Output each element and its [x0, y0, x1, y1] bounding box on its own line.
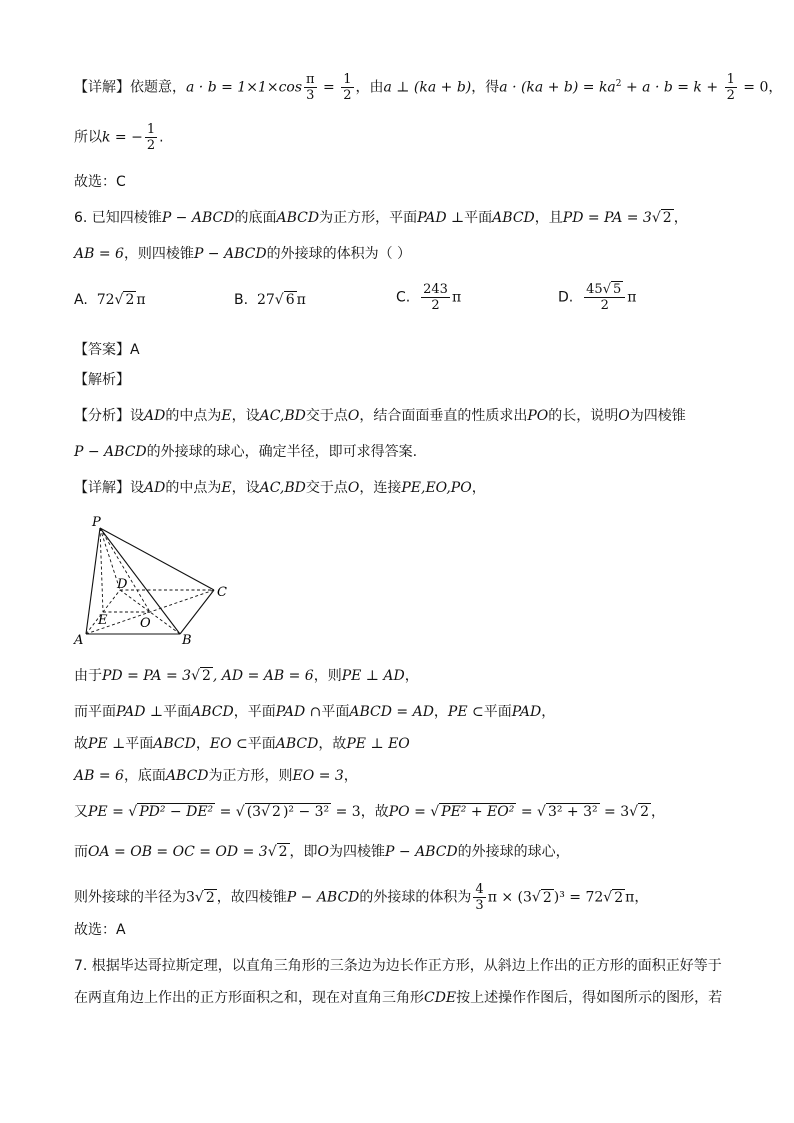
label-p: P	[92, 515, 101, 530]
radicand: 2	[662, 210, 672, 226]
pi: π	[136, 292, 146, 308]
frac-243-2	[421, 282, 450, 313]
text: ，	[433, 704, 448, 720]
text: 所以	[74, 129, 102, 146]
frac-1-2	[341, 72, 353, 103]
text: ，故	[318, 736, 347, 752]
math: ABCD	[191, 704, 234, 720]
math: PO =	[388, 804, 431, 820]
label-b: B	[182, 633, 192, 648]
radicand: 2	[278, 844, 288, 860]
text: ，即	[289, 844, 318, 860]
eq-zero: = 0	[738, 79, 769, 96]
dot-product-expr: a · b = 1×1×cos	[186, 79, 303, 96]
step1	[74, 666, 734, 686]
option-label: B.	[234, 292, 249, 308]
sqrt-sign: √	[191, 668, 200, 684]
math: O	[347, 480, 360, 496]
text: ，	[768, 79, 783, 96]
frac-num: 1	[726, 72, 735, 87]
math: ABCD	[153, 736, 196, 752]
text: 为正方形，平面	[319, 210, 418, 226]
k-expr: k = −	[102, 129, 143, 146]
frac-den: 3	[475, 898, 484, 913]
text: 的中点为	[165, 408, 222, 424]
text: ，则四棱锥	[123, 246, 194, 262]
q6-line2	[74, 244, 734, 264]
frac-45sqrt5-2	[584, 282, 625, 313]
paren-open: (3	[246, 804, 262, 820]
expand-expr: a · (ka + b) = ka	[499, 79, 616, 96]
math: OA = OB = OC = OD = 3	[88, 844, 268, 860]
text: 的底面	[234, 210, 277, 226]
frac-den: 2	[146, 138, 156, 153]
text: 按上述操作作图后，得如图所示的图形，若	[456, 990, 723, 1006]
pyramid-figure	[72, 512, 242, 648]
text: ，设	[231, 480, 260, 496]
q7-line1: 7. 根据毕达哥拉斯定理，以直角三角形的三条边为边长作正方形，从斜边上作出的正方形的面积正好等于	[74, 958, 722, 974]
text: 为四棱锥	[629, 408, 686, 424]
option-label: D.	[558, 289, 574, 306]
text: 的外接球的球心，	[457, 844, 570, 860]
frac-num: 1	[146, 122, 156, 137]
equals: =	[318, 79, 340, 96]
radicand: 3² + 3²	[547, 804, 598, 820]
radicand: 2	[272, 804, 281, 820]
step2	[74, 702, 734, 722]
math: PE ⊥ EO	[346, 736, 410, 752]
text: 平面	[163, 704, 192, 720]
math: PD = PA = 3	[102, 668, 192, 684]
frac-num: π	[306, 72, 315, 87]
step4	[74, 766, 734, 786]
text: ，	[634, 889, 649, 906]
math: 72	[96, 292, 115, 308]
math: P − ABCD	[286, 889, 360, 906]
math: = 3	[331, 804, 361, 820]
math: ABCD	[275, 736, 319, 752]
radicand: 6	[285, 292, 295, 308]
text: 又	[74, 804, 88, 820]
sqrt-sign: √	[602, 282, 611, 297]
math: PAD ⊥	[116, 704, 164, 720]
math: AB = 6	[74, 768, 124, 784]
text: 【分析】设	[74, 408, 144, 424]
text: 而	[74, 844, 88, 860]
text: ，由	[355, 79, 384, 96]
math: P − ABCD	[161, 210, 235, 226]
jiexi: 【解析】	[74, 372, 130, 388]
suoyi-line	[74, 122, 734, 153]
text: ，	[471, 480, 486, 496]
math: AD	[144, 408, 166, 424]
frac-num: 4	[475, 882, 484, 897]
math: ABCD = AD	[349, 704, 434, 720]
step5	[74, 802, 734, 822]
math: PAD	[511, 704, 542, 720]
math: O	[317, 844, 330, 860]
xiangjie-q6-line	[74, 478, 734, 498]
radicand: 2	[640, 804, 649, 820]
math: AC,BD	[259, 480, 306, 496]
math: PE =	[88, 804, 129, 820]
radicand: 2	[125, 292, 135, 308]
radicand: 2	[614, 889, 624, 906]
math: E	[221, 480, 232, 496]
frac-den: 3	[306, 88, 315, 103]
sqrt-sign: √	[629, 804, 639, 820]
sqrt-sign: √	[531, 889, 541, 906]
math: ABCD	[276, 210, 320, 226]
option-d[interactable]	[558, 282, 636, 313]
expand-expr-b: + a · b = k +	[621, 79, 723, 96]
frac-4-3	[473, 882, 485, 913]
equals: =	[516, 804, 538, 820]
sqrt-sign: √	[267, 844, 277, 860]
frac-num: 1	[343, 72, 352, 87]
text: ，且	[534, 210, 563, 226]
text: 6. 已知四棱锥	[74, 210, 162, 226]
sqrt-sign: √	[114, 292, 124, 308]
text: ，连接	[359, 480, 402, 496]
math: O	[347, 408, 360, 424]
math: PE,EO,PO	[401, 480, 472, 496]
step3	[74, 734, 734, 754]
text: ，	[404, 668, 419, 684]
radicand: 5	[612, 282, 622, 297]
text: 的长，说明	[548, 408, 619, 424]
answer: 【答案】A	[74, 342, 140, 358]
math: PAD ∩	[275, 704, 322, 720]
text: 在两直角边上作出的正方形面积之和，现在对直角三角形	[74, 990, 424, 1006]
pi: π	[451, 289, 462, 306]
text: 则外接球的半径为	[74, 889, 186, 906]
label-c: C	[217, 585, 227, 600]
label-d: D	[117, 577, 128, 592]
math: PD = PA = 3	[562, 210, 652, 226]
option-c[interactable]	[396, 282, 461, 313]
seg-pe	[100, 528, 103, 612]
label-e: E	[98, 613, 108, 628]
math: ABCD	[165, 768, 209, 784]
pi: π	[296, 292, 306, 308]
math: PE ⊥ AD	[341, 668, 405, 684]
guxuan-q5: 故选：C	[74, 174, 126, 190]
fenxi-line1	[74, 406, 734, 426]
math: AD	[144, 480, 166, 496]
text: 而平面	[74, 704, 116, 720]
text: 平面	[464, 210, 493, 226]
sqrt-sign: √	[430, 804, 440, 820]
text: 平面	[321, 704, 350, 720]
sqrt-sign: √	[274, 292, 284, 308]
math: P − ABCD	[385, 844, 458, 860]
math: 3	[186, 889, 195, 906]
radicand-group	[245, 803, 331, 820]
math: EO = 3	[292, 768, 344, 784]
text: ，	[343, 768, 358, 784]
sqrt-sign: √	[235, 804, 245, 820]
sqrt-sign: √	[651, 210, 661, 226]
text: 平面	[247, 736, 276, 752]
text: ，结合面面垂直的性质求出	[359, 408, 528, 424]
frac-den: 2	[431, 298, 440, 313]
sup-2: 2	[615, 78, 622, 89]
text: 的外接球的球心，确定半径，即可求得答案.	[146, 444, 418, 460]
equals: =	[215, 804, 236, 820]
math: )³ = 72	[553, 889, 604, 906]
frac-den: 2	[600, 298, 609, 313]
math: P − ABCD	[74, 444, 147, 460]
text: ，故四棱锥	[216, 889, 287, 906]
text: ，	[541, 704, 556, 720]
math: AC,BD	[259, 408, 306, 424]
math: PE ⊂	[447, 704, 484, 720]
math: = 3	[599, 804, 630, 820]
math: CDE	[424, 990, 457, 1006]
option-a[interactable]	[74, 290, 146, 310]
option-b[interactable]	[234, 290, 306, 310]
text: ，底面	[123, 768, 166, 784]
frac-den: 2	[726, 88, 735, 103]
math: AB = 6	[74, 246, 124, 262]
math: PE ⊥	[88, 736, 126, 752]
frac-num: 243	[423, 282, 448, 297]
frac-1-2-b	[725, 72, 737, 103]
text: .	[159, 129, 164, 146]
frac-num	[584, 282, 625, 298]
sqrt-sign: √	[261, 804, 271, 820]
paren-close: )² − 3²	[282, 804, 330, 820]
text: ，平面	[233, 704, 276, 720]
text: ，得	[471, 79, 500, 96]
sqrt-sign: √	[128, 804, 138, 820]
math: P − ABCD	[193, 246, 267, 262]
option-label: C.	[396, 289, 411, 306]
text: 平面	[125, 736, 154, 752]
text: 的中点为	[165, 480, 222, 496]
math: PO	[527, 408, 549, 424]
math: , AD = AB = 6	[212, 668, 314, 684]
text: ，	[195, 736, 210, 752]
step6	[74, 842, 734, 862]
seg-po	[100, 528, 150, 612]
text: ，	[651, 804, 665, 820]
label-o: O	[140, 616, 151, 631]
frac-1-2-c	[145, 122, 157, 153]
sqrt-sign: √	[194, 889, 204, 906]
math: O	[618, 408, 630, 424]
math: PAD ⊥	[417, 210, 465, 226]
option-label: A.	[74, 292, 88, 308]
pi: π	[625, 889, 635, 906]
text: ，故	[360, 804, 389, 820]
q6-line1	[74, 208, 734, 228]
text: 为正方形，则	[208, 768, 293, 784]
math: π × (3	[487, 889, 532, 906]
text: 交于点	[305, 480, 348, 496]
text: 交于点	[305, 408, 348, 424]
perp-expr: a ⊥ (ka + b)	[383, 79, 472, 96]
pi: π	[627, 289, 637, 306]
frac-den: 2	[343, 88, 352, 103]
text: 【详解】设	[74, 480, 144, 496]
math: E	[221, 408, 232, 424]
math: ABCD	[492, 210, 535, 226]
num-a: 45	[586, 282, 603, 297]
radicand: PD² − DE²	[139, 804, 214, 820]
sqrt-sign: √	[603, 889, 613, 906]
text: 故	[74, 736, 88, 752]
math: EO ⊂	[209, 736, 248, 752]
text: 的外接球的体积为	[359, 889, 472, 906]
radicand: 2	[205, 889, 215, 906]
frac-pi-3	[304, 72, 317, 103]
math: 27	[256, 292, 275, 308]
label-a: A	[74, 633, 84, 648]
text: 的外接球的体积为（ ）	[266, 246, 412, 262]
radicand: 2	[542, 889, 552, 906]
xiangjie-label: 【详解】依题意，	[74, 79, 186, 96]
text: ，设	[231, 408, 260, 424]
step7	[74, 882, 734, 913]
radicand: PE² + EO²	[441, 804, 515, 820]
fenxi-line2	[74, 442, 734, 462]
text: 为四棱锥	[329, 844, 386, 860]
q7-line2	[74, 988, 734, 1008]
edge-bc	[180, 590, 214, 634]
text: ，	[673, 210, 688, 226]
text: 平面	[483, 704, 512, 720]
xiangjie-q5-line	[74, 72, 783, 103]
text: 由于	[74, 668, 102, 684]
radicand: 2	[201, 668, 211, 684]
sqrt-sign: √	[537, 804, 546, 820]
guxuan-q6: 故选：A	[74, 922, 126, 938]
text: ，则	[313, 668, 342, 684]
